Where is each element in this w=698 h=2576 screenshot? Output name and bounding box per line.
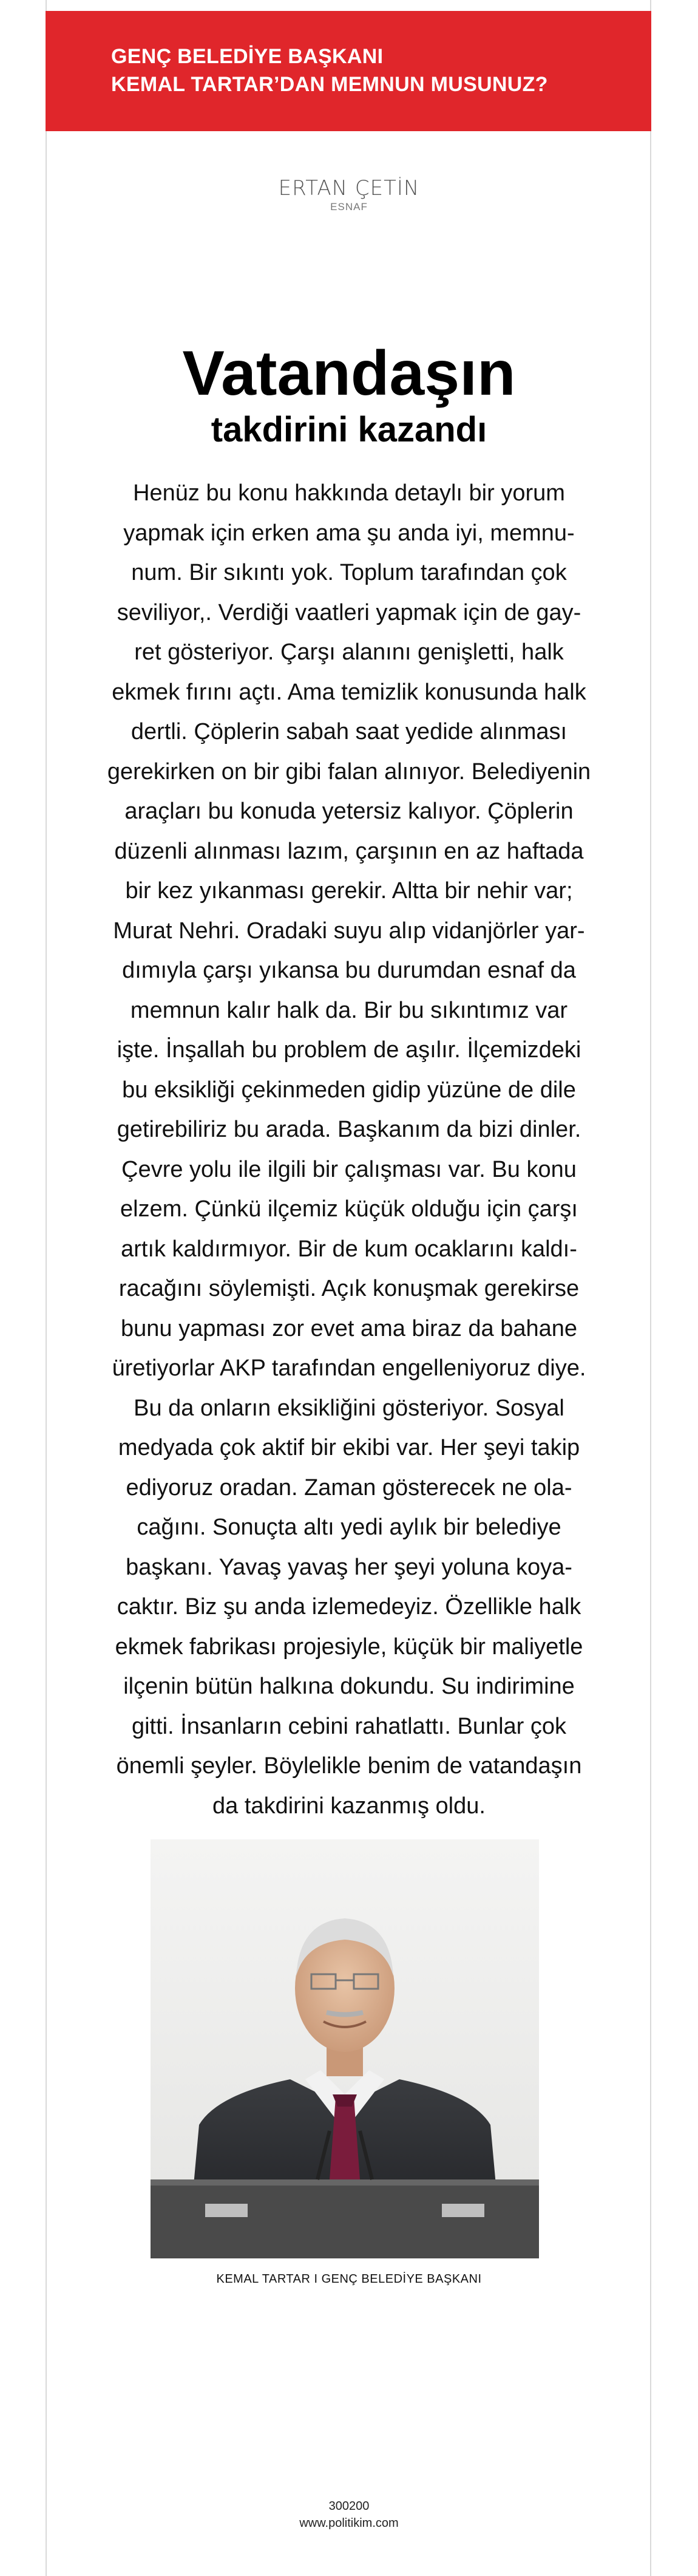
body-line: bunu yapması zor evet ama biraz da bahane (120, 1315, 578, 1341)
author-name: ERTAN ÇETİN (278, 176, 420, 200)
body-line: Bu da onların eksikliğini gösteriyor. Sosyal (134, 1395, 564, 1421)
body-line: racağını söylemişti. Açık konuşmak gerekirse (118, 1276, 580, 1301)
body-line: Çevre yolu ile ilgili bir çalışması var. Bu konu (121, 1156, 577, 1182)
question-banner (46, 11, 651, 131)
body-line: num. Bir sıkıntı yok. Toplum tarafından çok (131, 560, 567, 585)
body-line: gerekirken on bir gibi falan alınıyor. Belediyenin (107, 758, 591, 785)
body-line: önemli şeyler. Böylelikle benim de vatandaşın (116, 1753, 582, 1779)
portrait-photo-icon (151, 1839, 539, 2258)
headline-subtitle: takdirini kazandı (211, 410, 487, 449)
body-line: da takdirini kazanmış oldu. (212, 1793, 486, 1819)
author-role: ESNAF (330, 201, 368, 213)
body-line: artık kaldırmıyor. Bir de kum ocaklarını kaldı- (121, 1236, 577, 1262)
body-line: başkanı. Yavaş yavaş her şeyi yoluna koya- (126, 1554, 572, 1580)
body-line: düzenli alınması lazım, çarşının en az haftada (114, 838, 584, 864)
body-line: elzem. Çünkü ilçemiz küçük olduğu için çarşı (120, 1196, 578, 1222)
body-line: gitti. İnsanların cebini rahatlattı. Bunlar çok (131, 1713, 567, 1739)
body-line: bir kez yıkanması gerekir. Altta bir nehir var; (125, 878, 573, 904)
body-line: araçları bu konuda yetersiz kalıyor. Çöplerin (124, 799, 574, 824)
photo-caption: KEMAL TARTAR I GENÇ BELEDİYE BAŞKANI (216, 2272, 482, 2286)
banner-line-2: KEMAL TARTAR’DAN MEMNUN MUSUNUZ? (111, 73, 548, 96)
body-line: cağını. Sonuçta altı yedi aylık bir belediye (137, 1515, 561, 1540)
body-line: üretiyorlar AKP tarafından engelleniyoruz diye. (112, 1355, 586, 1381)
body-line: caktır. Biz şu anda izlemedeyiz. Özellikle halk (117, 1594, 581, 1620)
article-headline (0, 337, 698, 450)
body-line: ret gösteriyor. Çarşı alanını genişletti, halk (134, 639, 564, 665)
article-body (94, 474, 604, 1826)
body-line: memnun kalır halk da. Bir bu sıkıntımız var (130, 997, 568, 1023)
body-line: Henüz bu konu hakkında detaylı bir yorum (133, 480, 565, 506)
body-line: işte. İnşallah bu problem de aşılır. İlçemizdeki (117, 1037, 581, 1063)
body-line: ediyoruz oradan. Zaman gösterecek ne ola- (126, 1474, 572, 1501)
body-line: dımıyla çarşı yıkansa bu durumdan esnaf da (122, 958, 576, 983)
body-line: ekmek fabrikası projesiyle, küçük bir maliyetle (115, 1634, 583, 1660)
body-line: ekmek fırını açtı. Ama temizlik konusunda halk (112, 679, 586, 705)
page-footer (0, 2498, 698, 2532)
body-line: ilçenin bütün halkına dokundu. Su indirimine (123, 1674, 575, 1699)
body-line: yapmak için erken ama şu anda iyi, memnu- (123, 520, 575, 546)
body-line: seviliyor,. Verdiği vaatleri yapmak için de gay- (117, 599, 581, 625)
portrait-photo (151, 1839, 539, 2258)
body-line: Murat Nehri. Oradaki suyu alıp vidanjörler yar- (113, 918, 585, 944)
banner-line-1: GENÇ BELEDİYE BAŞKANI (111, 45, 384, 68)
body-line: getirebiliriz bu arada. Başkanım da bizi dinler. (117, 1117, 581, 1142)
website-link[interactable]: www.politikim.com (299, 2516, 399, 2530)
body-line: dertli. Çöplerin sabah saat yedide alınması (130, 719, 568, 745)
body-line: medyada çok aktif bir ekibi var. Her şeyi takip (118, 1435, 580, 1460)
body-line: bu eksikliği çekinmeden gidip yüzüne de dile (122, 1077, 576, 1103)
author-byline (0, 176, 698, 214)
headline-main: Vatandaşın (182, 338, 516, 409)
page-number: 300200 (328, 2499, 370, 2513)
